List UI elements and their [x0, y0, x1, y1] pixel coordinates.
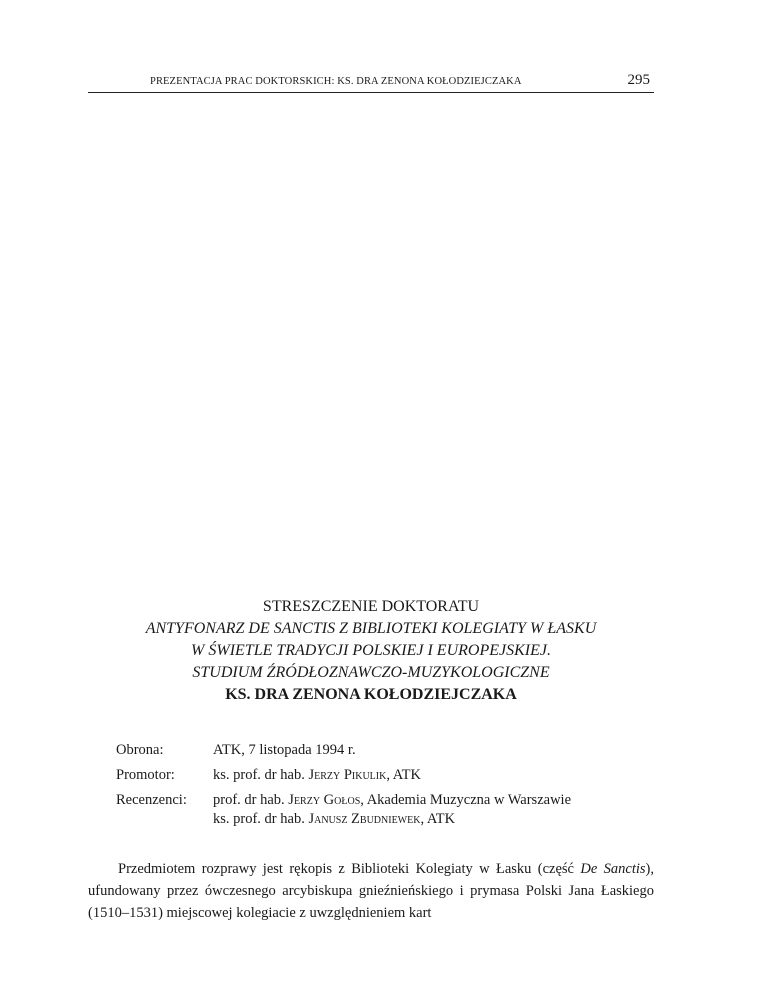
title-summary-heading: STRESZCZENIE DOKTORATU: [262, 598, 480, 615]
title-author: KS. DRA ZENONA KOŁODZIEJCZAKA: [225, 686, 517, 703]
page-number: 295: [627, 72, 650, 88]
reviewers-label: Recenzenci:: [116, 792, 187, 808]
title-block: [88, 596, 654, 706]
running-head: PREZENTACJA PRAC DOKTORSKICH: KS. DRA ZENONA KOŁODZIEJCZAKA: [150, 76, 522, 87]
promoter-row: [116, 766, 676, 785]
promoter-label: Promotor:: [116, 767, 175, 783]
reviewer-1-name: Jerzy Gołos: [288, 792, 361, 808]
reviewer-1: prof. dr hab. Jerzy Gołos, Akademia Muzyczna w Warszawie: [213, 792, 572, 808]
defense-row: [116, 741, 676, 760]
body-italic-title: De Sanctis: [580, 861, 646, 877]
title-work-line-1: ANTYFONARZ DE SANCTIS Z BIBLIOTEKI KOLEGIATY W ŁASKU: [145, 620, 597, 637]
title-work-line-3: STUDIUM ŹRÓDŁOZNAWCZO-MUZYKOLOGICZNE: [192, 664, 550, 681]
title-work-line-2: W ŚWIETLE TRADYCJI POLSKIEJ I EUROPEJSKIEJ.: [191, 642, 551, 659]
reviewer-2: ks. prof. dr hab. Janusz Zbudniewek, ATK: [213, 811, 456, 827]
body-paragraph: Przedmiotem rozprawy jest rękopis z Biblioteki Kolegiaty w Łasku (część De Sanctis), ufundowany przez ówczesnego arcybiskupa gnieźnieńskiego i prymasa Polski Jana Łaskiego (1510–1531) miejscowej kolegiacie z uwzględnieniem kart: [88, 861, 654, 921]
defense-label: Obrona:: [116, 742, 164, 758]
reviewers-row: [116, 791, 676, 829]
reviewer-2-name: Janusz Zbudniewek: [308, 811, 421, 827]
page-header: [88, 70, 654, 93]
promoter-name: Jerzy Pikulik: [308, 767, 387, 783]
defense-value: ATK, 7 listopada 1994 r.: [213, 742, 356, 758]
promoter-value: ks. prof. dr hab. Jerzy Pikulik, ATK: [213, 767, 421, 783]
defense-metadata: [116, 741, 676, 835]
